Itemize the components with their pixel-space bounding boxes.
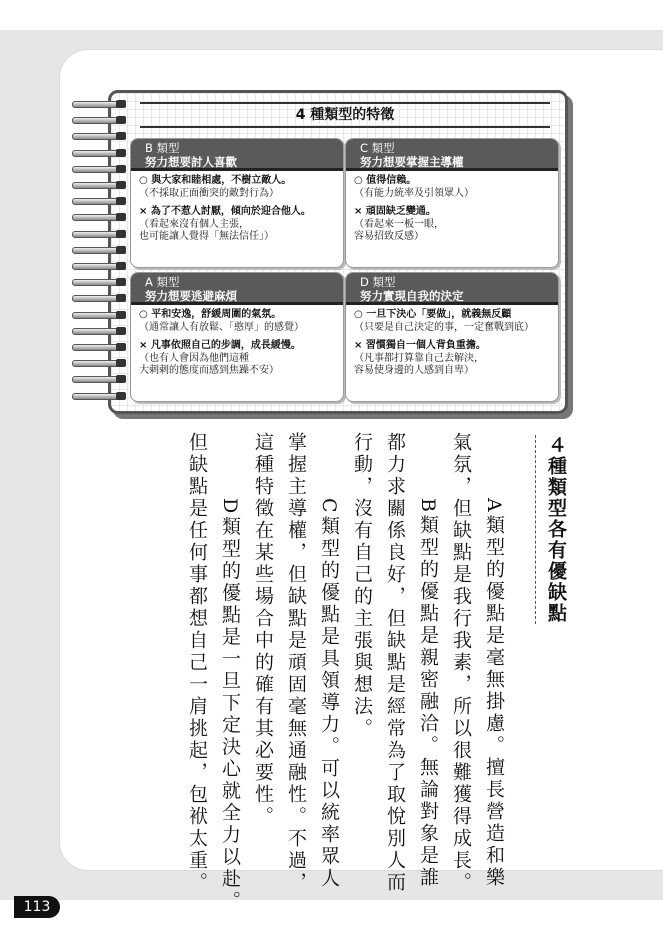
section-heading: ４種類型各有優缺點 xyxy=(535,435,568,624)
notebook-title: 4 種類型的特徵 xyxy=(140,102,550,128)
card-body xyxy=(346,171,558,244)
card-type: A 類型 xyxy=(145,275,180,289)
spiral-ring xyxy=(72,150,126,156)
card-body xyxy=(131,171,343,244)
card-demerit: × 頑固缺乏變通。 xyxy=(354,206,436,217)
body-column-8: 這種特徵在某些場合中的確有其必要性。 xyxy=(252,432,274,828)
card-merit: ○ 值得信賴。 xyxy=(354,175,417,186)
spiral-ring xyxy=(72,376,126,382)
spiral-ring xyxy=(72,393,126,399)
spiral-ring xyxy=(72,231,126,237)
body-column-5: 行動，沒有自己的主張與想法。 xyxy=(351,432,373,740)
card-body xyxy=(131,305,343,378)
type-card-a xyxy=(130,272,344,402)
card-merit-note: （只要是自己決定的事，一定奮戰到底） xyxy=(354,321,534,333)
card-headline: 努力想要討人喜歡 xyxy=(145,155,237,169)
card-headline: 努力想要逃避麻煩 xyxy=(145,289,237,303)
body-column-7: 掌握主導權，但缺點是頑固毫無通融性。不過， xyxy=(285,432,307,894)
body-column-6: C類型的優點是具領導力。可以統率眾人 xyxy=(318,476,340,890)
card-headline: 努力想要掌握主導權 xyxy=(360,155,464,169)
card-merit: ○ 與大家和睦相處，不樹立敵人。 xyxy=(139,175,292,186)
card-header xyxy=(131,139,343,171)
spiral-ring xyxy=(72,247,126,253)
card-type: D 類型 xyxy=(360,275,396,289)
card-demerit-note-2: 也可能讓人覺得「無法信任」） xyxy=(139,231,274,242)
body-column-10: 但缺點是任何事都想自己一肩挑起，包袱太重。 xyxy=(186,432,208,894)
card-demerit-note-2: 容易招致反感） xyxy=(354,231,424,242)
card-body xyxy=(346,305,558,378)
card-merit: ○ 平和安逸，舒緩周圍的氣氛。 xyxy=(139,309,282,320)
card-demerit-note-1: （看起來沒有個人主張， xyxy=(139,218,249,230)
spiral-ring xyxy=(72,133,126,139)
body-column-2: 氣氛，但缺點是我行我素，所以很難獲得成長。 xyxy=(450,432,472,894)
page-number: 113 xyxy=(14,896,60,918)
card-merit: ○ 一旦下決心「要做」，就義無反顧 xyxy=(354,309,512,320)
spiral-ring xyxy=(72,214,126,220)
card-demerit-note-2: 大剌剌的態度而感到焦躁不安） xyxy=(139,365,279,376)
spiral-ring xyxy=(72,117,126,123)
spiral-ring xyxy=(72,101,126,107)
body-column-3: B類型的優點是親密融洽。無論對象是誰 xyxy=(417,476,439,889)
type-card-b xyxy=(130,138,344,268)
card-demerit-note-2: 容易使身邊的人感到自卑） xyxy=(354,365,474,376)
spiral-ring xyxy=(72,263,126,269)
card-header xyxy=(131,273,343,305)
type-card-c xyxy=(345,138,559,268)
card-demerit-note-1: （也有人會因為他們這種 xyxy=(139,352,249,364)
spiral-ring xyxy=(72,312,126,318)
card-merit-note: （通常讓人有放鬆、「憨厚」的感覺） xyxy=(139,321,304,333)
card-type: B 類型 xyxy=(145,141,180,155)
card-demerit: × 凡事依照自己的步調，成長緩慢。 xyxy=(139,340,301,351)
card-demerit-note-1: （凡事都打算靠自己去解決， xyxy=(354,352,484,364)
spiral-ring xyxy=(72,198,126,204)
card-type: C 類型 xyxy=(360,141,395,155)
body-column-9: D類型的優點是一旦下定決心就全力以赴。 xyxy=(219,476,241,913)
spiral-ring xyxy=(72,344,126,350)
spiral-ring xyxy=(72,295,126,301)
spiral-ring xyxy=(72,182,126,188)
body-column-4: 都力求關係良好，但缺點是經常為了取悅別人而 xyxy=(384,432,406,894)
card-demerit-note-1: （看起來一板一眼， xyxy=(354,218,444,230)
spiral-ring xyxy=(72,166,126,172)
spiral-ring xyxy=(72,279,126,285)
spiral-ring xyxy=(72,360,126,366)
card-demerit: × 習慣獨自一個人背負重擔。 xyxy=(354,340,486,351)
card-demerit: × 為了不惹人討厭，傾向於迎合他人。 xyxy=(139,206,311,217)
type-card-d xyxy=(345,272,559,402)
card-headline: 努力實現自我的決定 xyxy=(360,289,464,303)
card-header xyxy=(346,273,558,305)
body-column-1: A類型的優點是毫無掛慮。擅長營造和樂 xyxy=(483,476,505,889)
spiral-ring xyxy=(72,328,126,334)
card-header xyxy=(346,139,558,171)
card-merit-note: （有能力統率及引領眾人） xyxy=(354,187,474,199)
card-merit-note: （不採取正面衝突的敵對行為） xyxy=(139,187,279,199)
